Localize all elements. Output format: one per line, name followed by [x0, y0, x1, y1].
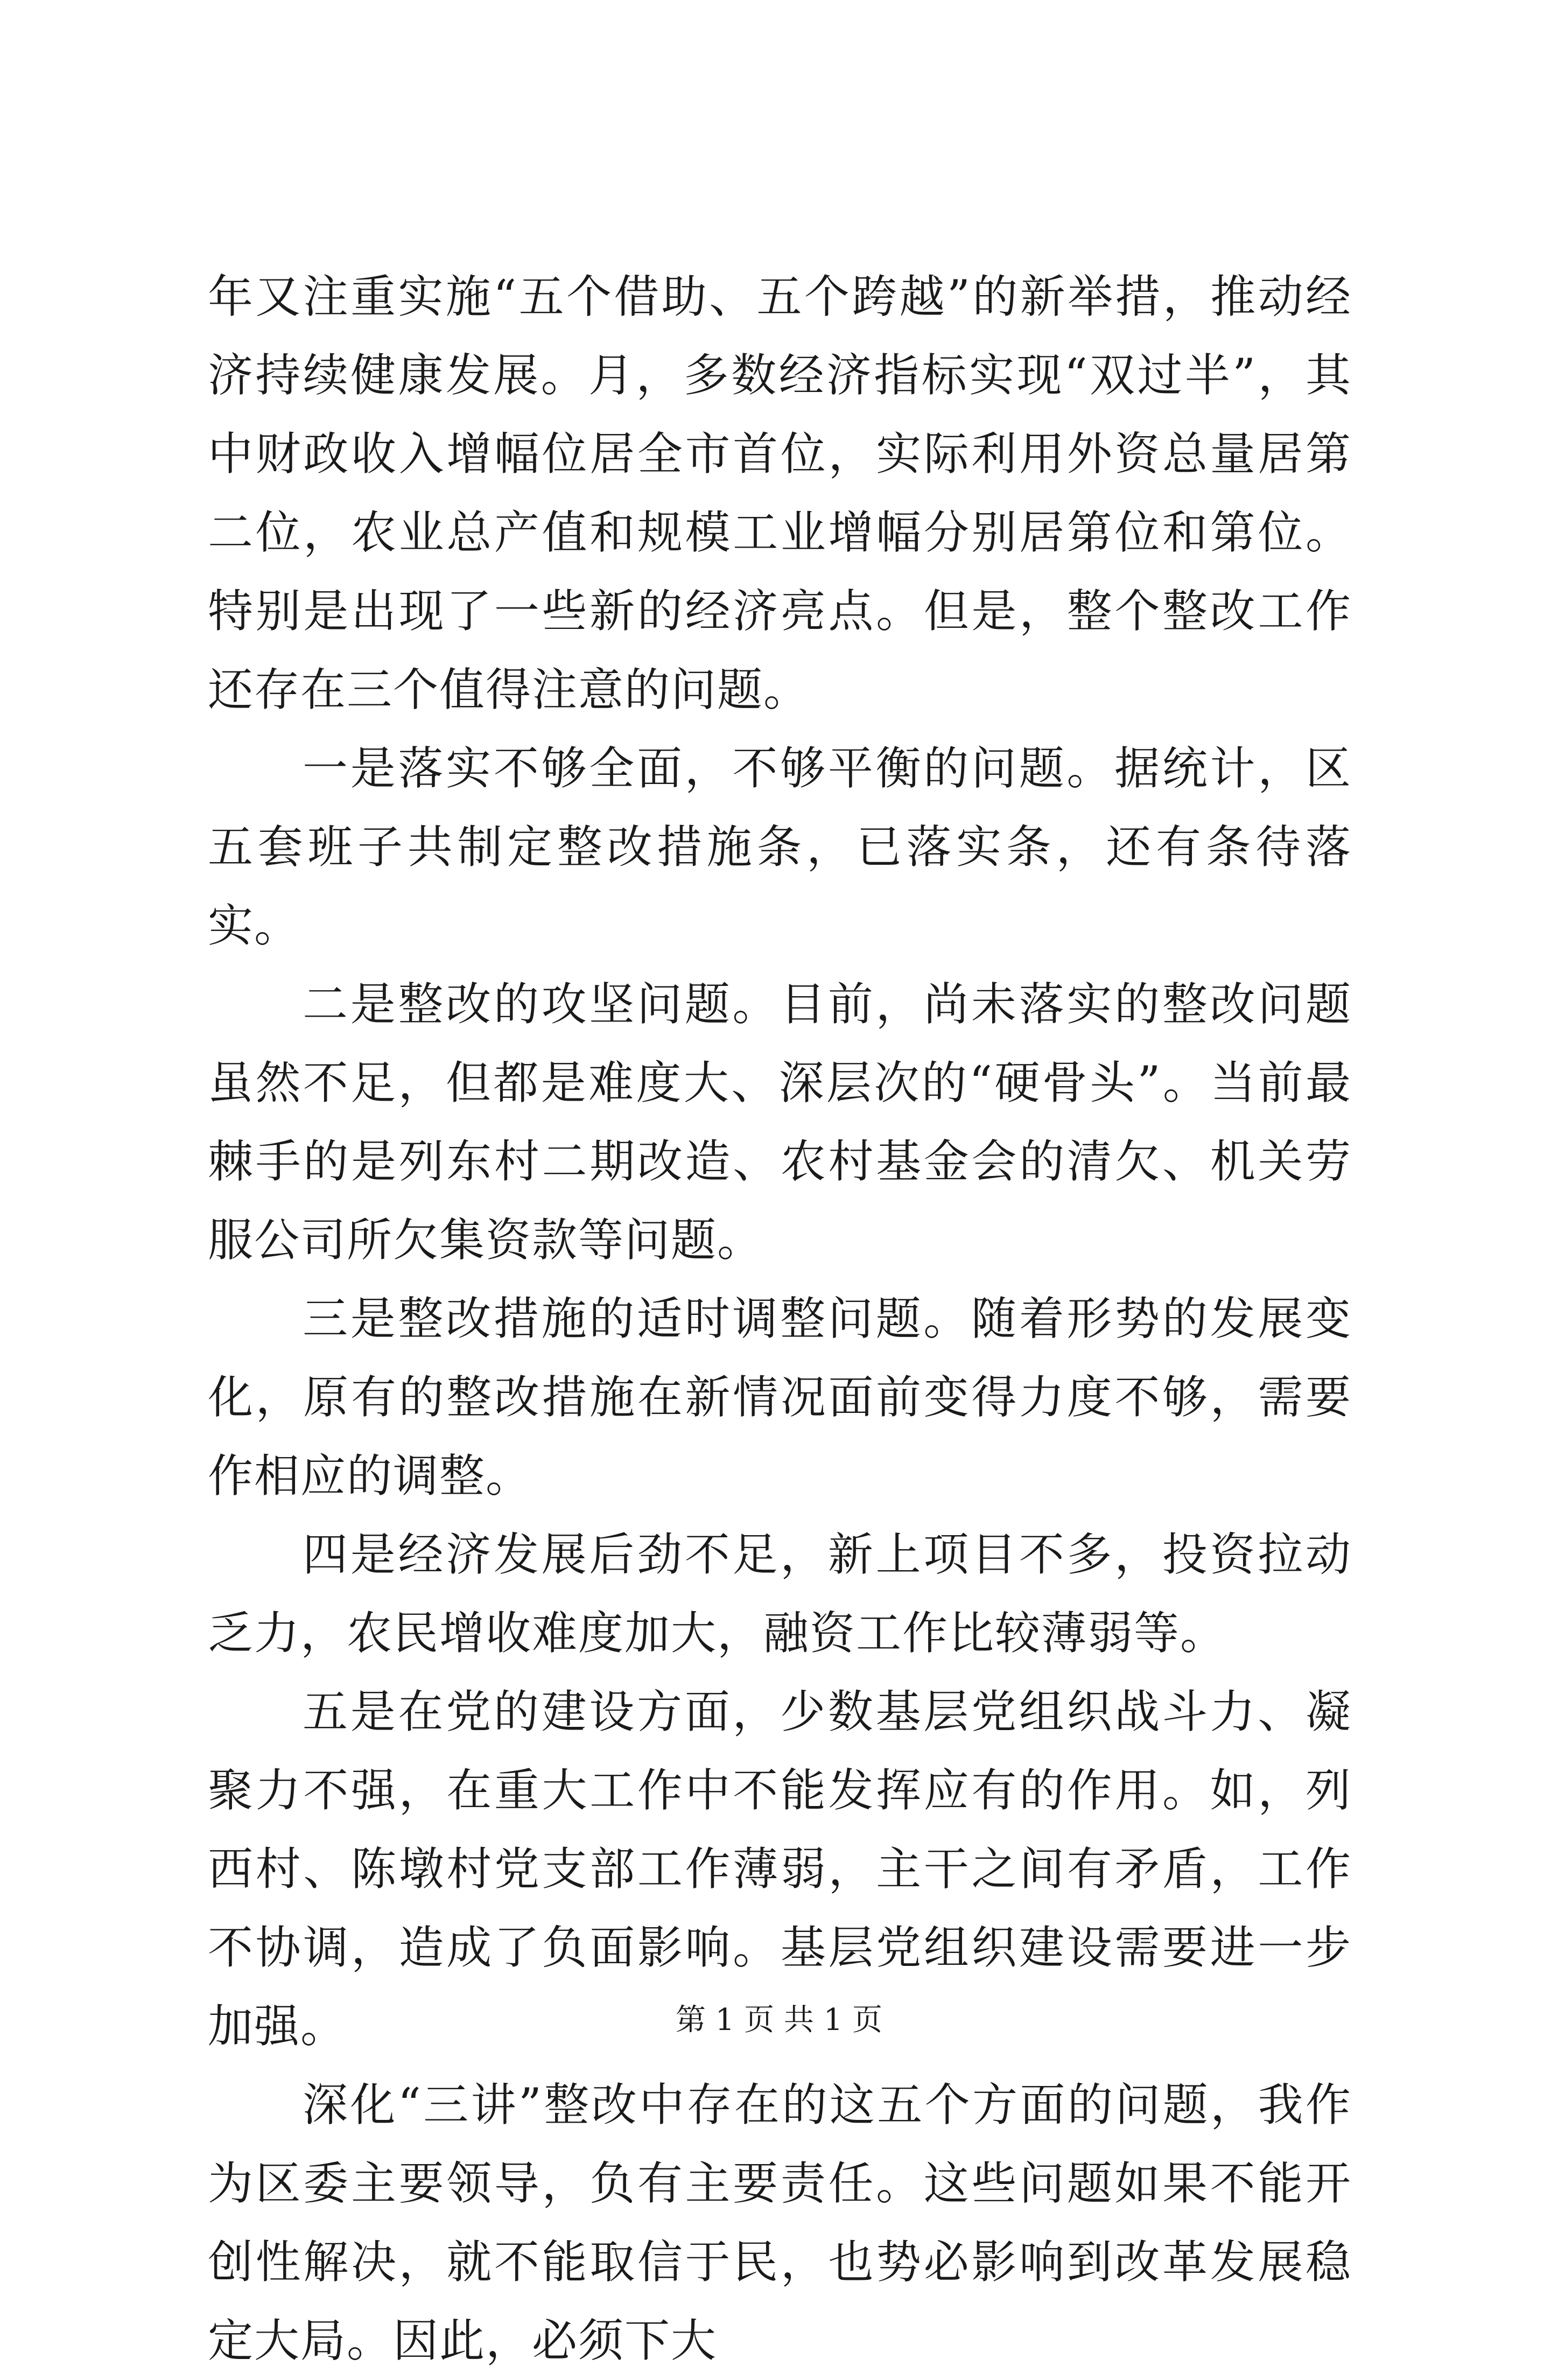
paragraph-point-four: 四是经济发展后劲不足，新上项目不多，投资拉动乏力，农民增收难度加大，融资工作比较薄弱等。 [208, 1528, 1352, 1660]
paragraph-point-three: 三是整改措施的适时调整问题。随着形势的发展变化，原有的整改措施在新情况面前变得力度不够，需要作相应的调整。 [208, 1292, 1352, 1502]
paragraph-point-two: 二是整改的攻坚问题。目前，尚未落实的整改问题虽然不足，但都是难度大、深层次的“硬骨头”。当前最棘手的是列东村二期改造、农村基金会的清欠、机关劳服公司所欠集资款等问题。 [208, 978, 1352, 1266]
paragraph-point-five: 五是在党的建设方面，少数基层党组织战斗力、凝聚力不强，在重大工作中不能发挥应有的作用。如，列西村、陈墩村党支部工作薄弱，主干之间有矛盾，工作不协调，造成了负面影响。基层党组织建设需要进一步加强。 [208, 1685, 1352, 2053]
paragraph-point-one: 一是落实不够全面，不够平衡的问题。据统计，区五套班子共制定整改措施条，已落实条，还有条待落实。 [208, 742, 1352, 952]
paragraph-conclusion: 深化“三讲”整改中存在的这五个方面的问题，我作为区委主要领导，负有主要责任。这些问题如果不能开创性解决，就不能取信于民，也势必影响到改革发展稳定大局。因此，必须下大 [208, 2078, 1352, 2367]
page-number-footer: 第 1 页 共 1 页 [675, 2003, 883, 2038]
document-body [208, 257, 1352, 2380]
paragraph-continuation: 年又注重实施“五个借助、五个跨越”的新举措，推动经济持续健康发展。月，多数经济指标实现“双过半”，其中财政收入增幅位居全市首位，实际利用外资总量居第二位，农业总产值和规模工业增幅分别居第位和第位。特别是出现了一些新的经济亮点。但是，整个整改工作还存在三个值得注意的问题。 [208, 270, 1352, 716]
